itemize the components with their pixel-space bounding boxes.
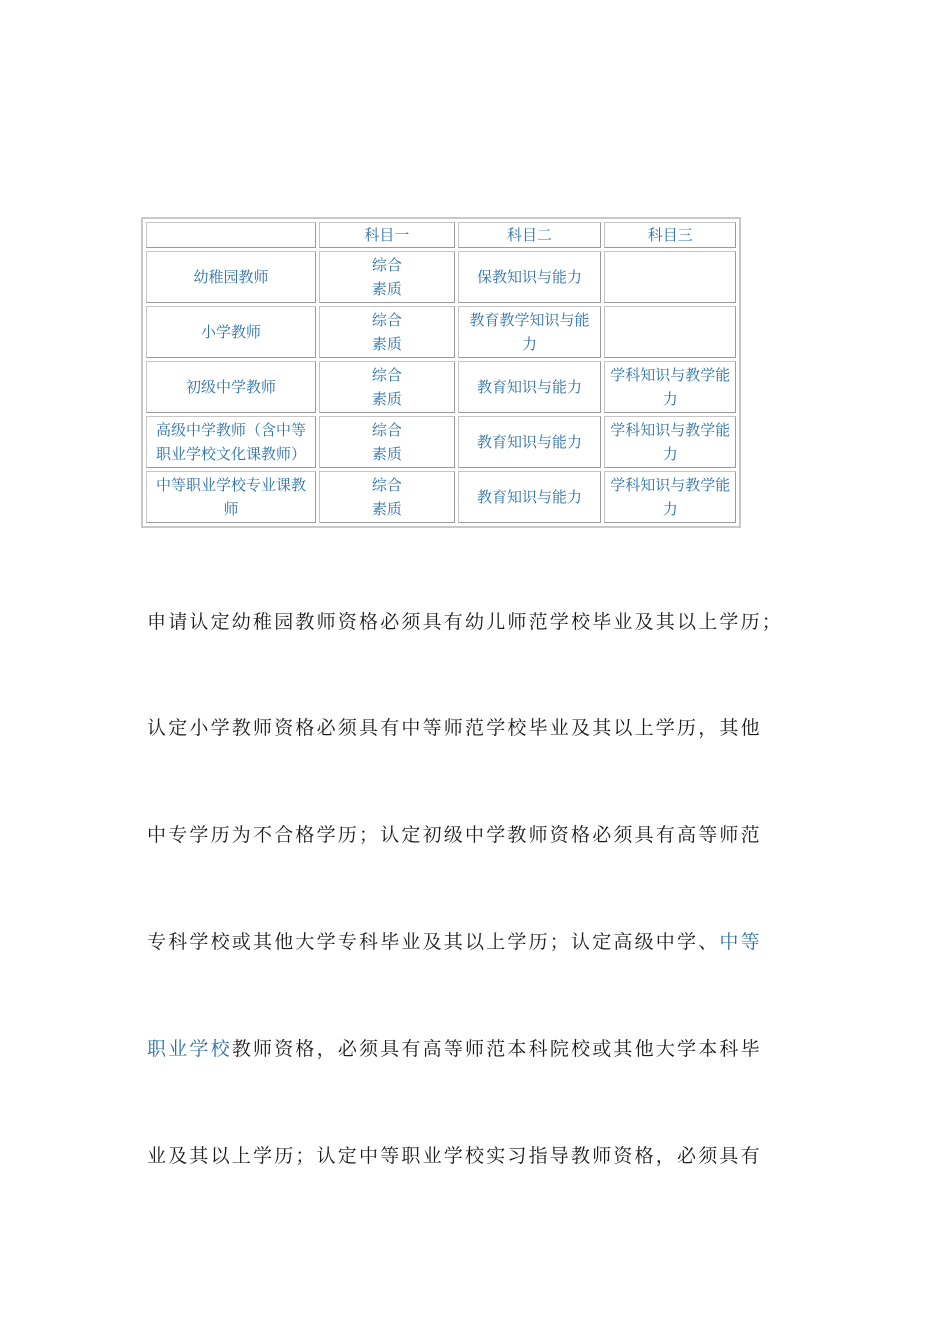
subject-1-cell xyxy=(319,471,455,523)
cell-text-line: 保教知识与能力 xyxy=(477,268,583,286)
cell-text-line: 综合 xyxy=(371,256,402,274)
link-zhiye-xuexiao[interactable]: 职业学校 xyxy=(147,1038,232,1060)
exam-table xyxy=(143,219,739,526)
cell-text-line: 教育知识与能力 xyxy=(477,433,583,451)
teacher-type-cell xyxy=(146,251,316,303)
cell-text-line: 素质 xyxy=(371,500,402,518)
teacher-type-cell xyxy=(146,361,316,413)
paragraph-line-6: 业及其以上学历；认定中等职业学校实习指导教师资格，必须具有 xyxy=(147,1145,762,1167)
cell-text-line: 教育知识与能力 xyxy=(477,378,583,396)
header-cell-subject-1: 科目一 xyxy=(319,222,455,248)
cell-text-line: 综合 xyxy=(371,366,402,384)
subject-2-cell xyxy=(458,251,602,303)
cell-text-line: 学科知识与教学能 xyxy=(610,421,731,439)
table-row-senior-middle xyxy=(146,416,736,468)
cell-text-line: 综合 xyxy=(371,421,402,439)
paragraph-line-5-text: 教师资格，必须具有高等师范本科院校或其他大学本科毕 xyxy=(231,1038,762,1060)
paragraph-line-4-text: 专科学校或其他大学专科毕业及其以上学历；认定高级中学、 xyxy=(147,931,720,953)
subject-3-cell xyxy=(604,251,736,303)
cell-text-line: 师 xyxy=(223,500,239,518)
table-row-junior-middle xyxy=(146,361,736,413)
teacher-type-cell xyxy=(146,416,316,468)
table-row-kindergarten xyxy=(146,251,736,303)
cell-text-line: 力 xyxy=(662,445,678,463)
table-body xyxy=(146,222,736,523)
subject-3-cell xyxy=(604,361,736,413)
cell-text-line: 力 xyxy=(662,500,678,518)
subject-1-cell xyxy=(319,251,455,303)
subject-3-cell xyxy=(604,306,736,358)
cell-text-line: 素质 xyxy=(371,280,402,298)
paragraph-line-5 xyxy=(147,1037,762,1061)
table-row-primary xyxy=(146,306,736,358)
header-cell-blank xyxy=(146,222,316,248)
subject-2-cell xyxy=(458,416,602,468)
cell-text-line: 职业学校文化课教师） xyxy=(156,445,307,463)
subject-1-cell xyxy=(319,416,455,468)
subject-2-cell xyxy=(458,471,602,523)
cell-text-line: 力 xyxy=(662,390,678,408)
cell-text-line: 初级中学教师 xyxy=(186,378,277,396)
cell-text-line: 高级中学教师（含中等 xyxy=(156,421,307,439)
teacher-type-cell xyxy=(146,306,316,358)
cell-text-line: 学科知识与教学能 xyxy=(610,366,731,384)
subject-2-cell xyxy=(458,361,602,413)
paragraph-line-4 xyxy=(147,930,762,954)
subject-1-cell xyxy=(319,361,455,413)
cell-text-line: 学科知识与教学能 xyxy=(610,476,731,494)
cell-text-line: 力 xyxy=(522,335,538,353)
subject-1-cell xyxy=(319,306,455,358)
exam-subjects-table xyxy=(141,217,741,528)
header-cell-subject-3: 科目三 xyxy=(604,222,736,248)
paragraph-line-3: 中专学历为不合格学历；认定初级中学教师资格必须具有高等师范 xyxy=(147,824,762,846)
cell-text-line: 中等职业学校专业课教 xyxy=(156,476,307,494)
paragraph-line-1: 申请认定幼稚园教师资格必须具有幼儿师范学校毕业及其以上学历； xyxy=(147,611,784,633)
subject-3-cell xyxy=(604,416,736,468)
cell-text-line: 幼稚园教师 xyxy=(193,268,269,286)
cell-text-line: 小学教师 xyxy=(201,323,262,341)
cell-text-line: 综合 xyxy=(371,476,402,494)
cell-text-line: 教育教学知识与能 xyxy=(469,311,590,329)
cell-text-line: 素质 xyxy=(371,390,402,408)
cell-text-line: 综合 xyxy=(371,311,402,329)
cell-text-line: 素质 xyxy=(371,445,402,463)
table-header-row xyxy=(146,222,736,248)
paragraph-line-2: 认定小学教师资格必须具有中等师范学校毕业及其以上学历，其他 xyxy=(147,717,762,739)
cell-text-line: 素质 xyxy=(371,335,402,353)
subject-2-cell xyxy=(458,306,602,358)
header-cell-subject-2: 科目二 xyxy=(458,222,602,248)
link-zhongdeng[interactable]: 中等 xyxy=(719,931,762,953)
teacher-type-cell xyxy=(146,471,316,523)
cell-text-line: 教育知识与能力 xyxy=(477,488,583,506)
subject-3-cell xyxy=(604,471,736,523)
table-row-vocational-professional xyxy=(146,471,736,523)
